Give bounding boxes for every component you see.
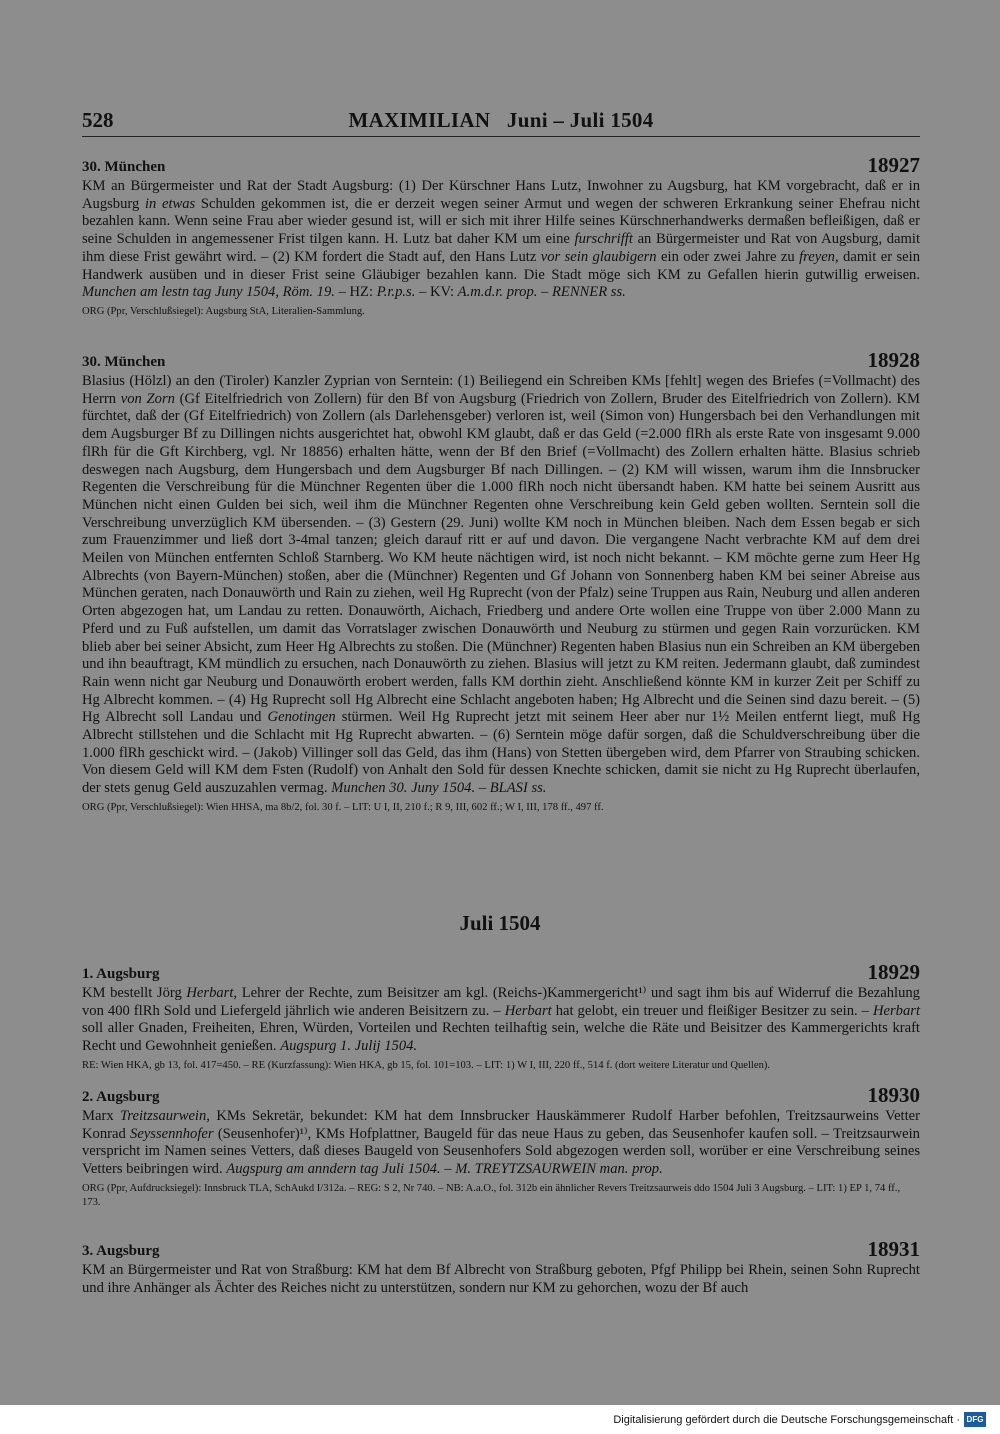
entry-18929 — [82, 960, 920, 1073]
entry-date-place: 3. Augsburg — [82, 1243, 160, 1259]
entry-heading — [82, 960, 920, 985]
dfg-logo: DFG — [964, 1412, 986, 1427]
entry-18927 — [82, 153, 921, 319]
entry-date-place: 30. München — [82, 354, 166, 370]
entry-date-place: 1. Augsburg — [82, 966, 160, 982]
entry-heading — [82, 153, 920, 178]
entry-heading — [82, 1083, 920, 1108]
entry-source: ORG (Ppr, Verschlußsiegel): Wien HHSA, ma 8b/2, fol. 30 f. – LIT: U I, II, 210 f.; R 9, III, 602 ff.; W I, III, 178 ff., 497 ff. — [82, 801, 604, 813]
entry-heading — [82, 348, 920, 373]
entry-number: 18930 — [867, 1083, 920, 1107]
entry-text: KM an Bürgermeister und Rat von Straßburg: KM hat dem Bf Albrecht von Straßburg geboten, Pfgf Philipp bei Rhein, seinen Sohn Ruprecht und ihre Anhänger als Ächter des Reiches nicht zu unterstützen, sondern nur KM zu gehorchen, wozu der Bf auch — [82, 1262, 920, 1296]
entry-source: ORG (Ppr, Aufdrucksiegel): Innsbruck TLA, SchAukd I/312a. – REG: S 2, Nr 740. – NB: A.a.O., fol. 312b ein ähnlicher Revers Treitzsaurweis ddo 1504 Juli 3 Augsburg. – LIT: 1) EP 1, 74 ff., 173. — [82, 1182, 901, 1208]
entry-text: Blasius (Hölzl) an den (Tiroler) Kanzler Zyprian von Serntein: (1) Beiliegend ein Schreiben KMs [fehlt] wegen des Briefes (=Vollmacht) des Herrn von Zorn (Gf Eitelfriedrich von Zollern) für den Bf von Augsburg (Friedrich von Zollern, Bruder des Eitelfriedrich von Zollern). KM fürchtet, daß der (Gf Eitelfriedrich) von Zollern (als Darlehensgeber) verloren ist, weil (Simon von) Hungersbach bei den Verhandlungen mit dem Augsburger Bf zu Dillingen nichts ausgerichtet hat, obwohl KM glaubt, daß er das Geld (=2.000 flRh als erste Rate von insgesamt 9.000 flRh für die Gft Kirchberg, vgl. Nr 18856) erhalten hätte, wenn der Bf den Brief (=Vollmacht) des Zollern erhalten hätte. Blasius schrieb deswegen nach Augsburg, dem Hungersbach und dem Augsburger Bf nach Dillingen. – (2) KM will wissen, warum ihm die Innsbrucker Regenten die Verschreibung für die Münchner Regenten über die 1.000 flRh noch nicht übersandt haben. KM hatte bei seinem Ausritt aus München nicht einen Gulden bei sich, weil ihm die Münchner Regenten ohne Verschreibung kein Geld geben wollten. Serntein soll die Verschreibung unverzüglich KM übersenden. – (3) Gestern (29. Juni) wollte KM noch in München bleiben. Nach dem Essen begab er sich zum Frauenzimmer und ließ dort 3-4mal tanzen; gleich darauf ritt er auf und davon. Die vergangene Nacht verbrachte KM auf dem drei Meilen von München entfernten Schloß Starnberg. Wo KM heute nächtigen wird, ist noch nicht bekannt. – KM möchte gerne zum Heer Hg Albrechts (von Bayern-München) stoßen, aber die (Münchner) Regenten und Gf Johann von Sonnenberg haben KM bei seiner Abreise aus München geraten, nach Donauwörth und Rain zu ziehen, weil Hg Ruprecht (von der Pfalz) seine Truppen aus Rain, Neuburg und allen anderen Orten abgezogen hat, um Landau zu retten. Donauwörth, Aichach, Friedberg und andere Orte wollen eine Truppe von über 2.000 Mann zu Pferd und zu Fuß aufstellen, um damit das Vorratslager zwischen Donauwörth und Neuburg zu stürmen und gegen Rain vorzurücken. KM blieb aber bei seiner Absicht, zum Heer Hg Albrechts zu stoßen. Die (Münchner) Regenten haben Blasius nun ein Schreiben an KM übergeben und ihn beauftragt, KM mündlich zu ersuchen, nach Donauwörth zu ziehen. Blasius will jetzt zu KM reiten. Jedermann glaubt, daß zumindest Rain wenn nicht gar Neuburg und Donauwörth erobert werden, falls KM dorthin zieht. Anschließend könnte KM in kurzer Zeit per Schiff zu Hg Albrecht kommen. – (4) Hg Ruprecht soll Hg Albrecht eine Schlacht angeboten haben; Hg Albrecht und die Seinen sind dazu bereit. – (5) Hg Albrecht soll Landau und Genotingen stürmen. Weil Hg Ruprecht jetzt mit seinem Heer aber nur 1½ Meilen entfernt liegt, muß Hg Albrecht stillstehen und die Schlacht mit Hg Ruprecht abwarten. – (6) Serntein möge dafür sorgen, daß die Schuldverschreibung über die 1.000 flRh geschickt wird. – (Jakob) Villinger soll das Geld, das ihm (Hans) von Stetten übergeben wird, dem Pfarrer von Straubing schicken. Von diesem Geld will KM dem Fsten (Rudolf) von Anhalt den Sold für dessen Knechte schicken, damit sie nicht zu Hg Ruprecht überlaufen, der stets genug Geld auszuzahlen vermag. Munchen 30. Juny 1504. – BLASI ss. — [82, 373, 921, 797]
entry-text: KM bestellt Jörg Herbart, Lehrer der Rechte, zum Beisitzer am kgl. (Reichs-)Kammergericht¹⁾ und sagt ihm bis auf Widerruf die Bezahlung von 400 flRh Sold und Liefergeld jährlich wie anderen Beisitzern zu. – Herbart hat gelobt, ein treuer und fleißiger Besitzer zu sein. – Herbart soll aller Gnaden, Freiheiten, Ehren, Würden, Vorteilen und Rechten teilhaftig sein, welche die Räte und Beisitzer des Kammergerichts kraft Recht und Gewohnheit genießen. Augspurg 1. Julij 1504. — [82, 985, 920, 1055]
entry-18930 — [82, 1083, 920, 1210]
footer-credit: Digitalisierung gefördert durch die Deutsche Forschungsgemeinschaft · — [613, 1414, 960, 1426]
entry-heading — [82, 1237, 920, 1262]
entry-number: 18927 — [867, 153, 920, 177]
entry-18928 — [82, 348, 921, 815]
header-rule — [82, 136, 920, 137]
entry-date-place: 30. München — [82, 159, 166, 175]
entry-source: RE: Wien HKA, gb 13, fol. 417=450. – RE (Kurzfassung): Wien HKA, gb 15, fol. 101=103. – LIT: 1) W I, III, 220 ff., 514 f. (dort weitere Literatur und Quellen). — [82, 1059, 771, 1071]
page-header — [82, 108, 920, 138]
entry-date-place: 2. Augsburg — [82, 1089, 160, 1105]
page-number: 528 — [82, 108, 114, 132]
entry-source: ORG (Ppr, Verschlußsiegel): Augsburg StA, Literalien-Sammlung. — [82, 305, 365, 317]
section-title: Juli 1504 — [459, 911, 541, 935]
entry-number: 18928 — [867, 348, 920, 372]
entry-text: Marx Treitzsaurwein, KMs Sekretär, bekundet: KM hat dem Innsbrucker Hauskämmerer Rudolf Harber befohlen, Treitzsaurweins Vetter Konrad Seyssennhofer (Seusenhofer)¹⁾, KMs Hofplattner, Baugeld für das neue Haus zu geben, das Seusenhofer kaufen soll. – Treitzsaurwein verspricht im Namen seines Vetters, daß dieses Baugeld von Seusenhofers Sold abgezogen werden soll, worüber er eine Verschreibung seines Vetters beibringen wird. Augspurg am anndern tag Juli 1504. – M. TREYTZSAURWEIN man. prop. — [82, 1108, 920, 1178]
entry-number: 18931 — [867, 1237, 920, 1261]
entry-text: KM an Bürgermeister und Rat der Stadt Augsburg: (1) Der Kürschner Hans Lutz, Inwohner zu Augsburg, hat KM vorgebracht, daß er in Augsburg in etwas Schulden gekommen ist, die er derzeit wegen seiner Armut und wegen der schweren Erkrankung seiner Ehefrau nicht bezahlen kann. Wenn seine Frau aber wieder gesund ist, will er sich mit ihrer Hilfe seines Kürschnerhandwerks dermaßen befleißigen, daß er seine Schulden in angemessener Frist tilgen kann. H. Lutz bat daher KM um eine furschrifft an Bürgermeister und Rat von Augsburg, damit ihm diese Frist gewährt wird. – (2) KM fordert die Stadt auf, den Hans Lutz vor sein glaubigern ein oder zwei Jahre zu freyen, damit er sein Handwerk ausüben und in dieser Frist seine Gläubiger bezahlen kann. Die Stadt möge sich KM zu Gefallen hierin gutwillig erweisen. Munchen am lestn tag Juny 1504, Röm. 19. – HZ: P.r.p.s. – KV: A.m.d.r. prop. – RENNER ss. — [82, 178, 921, 301]
footer-bar — [0, 1405, 1000, 1434]
entry-number: 18929 — [867, 960, 920, 984]
entry-18931 — [82, 1237, 920, 1297]
running-title: MAXIMILIAN Juni – Juli 1504 — [348, 108, 654, 132]
